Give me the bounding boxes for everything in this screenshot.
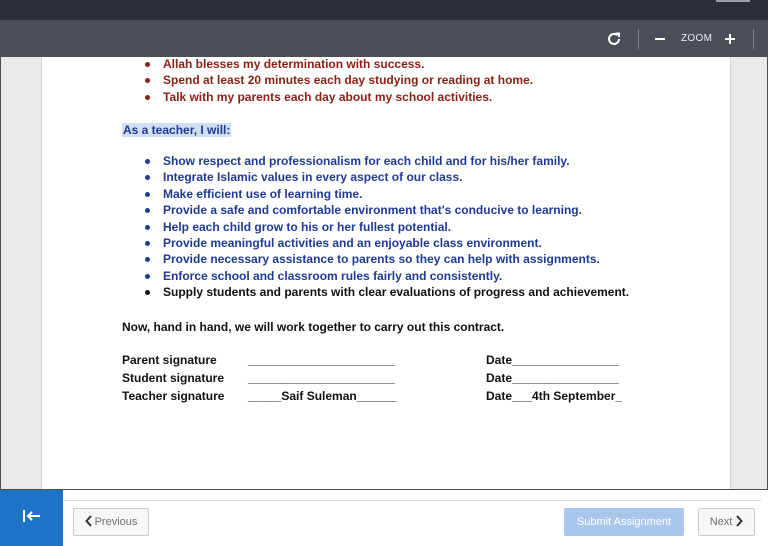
list-item: Enforce school and classroom rules fairly and consistently.	[42, 268, 730, 284]
teacher-heading[interactable]: As a teacher, I will:	[123, 123, 231, 137]
toolbar-divider	[753, 29, 754, 49]
bullet-icon	[145, 241, 150, 246]
signature-row-student: Student signature ______________________ Date________________	[122, 371, 619, 385]
collapse-panel-button[interactable]	[0, 490, 63, 546]
signature-row-teacher: Teacher signature _____Saif Suleman______ Date___4th September_	[122, 389, 623, 403]
chevron-left-icon	[85, 515, 93, 530]
zoom-in-icon[interactable]	[719, 28, 741, 50]
bullet-icon	[145, 274, 150, 279]
bullet-icon	[145, 225, 150, 230]
list-item: Provide necessary assistance to parents so they can help with assignments.	[42, 251, 730, 267]
bullet-icon	[145, 78, 150, 83]
list-item: Integrate Islamic values in every aspect of our class.	[42, 169, 730, 185]
top-bar	[0, 0, 768, 20]
assignment-footer	[0, 490, 768, 546]
top-bar-indicator	[716, 0, 750, 2]
zoom-label: ZOOM	[681, 33, 713, 44]
bullet-icon	[145, 159, 150, 164]
list-item: Make efficient use of learning time.	[42, 186, 730, 202]
bullet-icon	[145, 192, 150, 197]
list-item: Provide a safe and comfortable environment that's conducive to learning.	[42, 202, 730, 218]
zoom-out-icon[interactable]	[649, 28, 671, 50]
document-viewer	[0, 20, 768, 490]
footer-divider	[64, 500, 761, 501]
bullet-icon	[145, 95, 150, 100]
viewer-toolbar	[1, 21, 767, 57]
list-item: Help each child grow to his or her fullest potential.	[42, 219, 730, 235]
next-button[interactable]: Next	[698, 508, 755, 536]
rotate-icon[interactable]	[603, 28, 625, 50]
document-page	[41, 57, 731, 489]
teacher-commitments-list	[42, 153, 730, 301]
chevron-right-icon	[735, 515, 743, 530]
list-item: Spend at least 20 minutes each day studying or reading at home.	[42, 72, 730, 88]
list-item: Allah blesses my determination with success.	[42, 56, 730, 72]
collapse-left-icon	[22, 509, 42, 528]
closing-statement: Now, hand in hand, we will work together to carry out this contract.	[122, 320, 505, 334]
bullet-icon	[145, 208, 150, 213]
bullet-icon	[145, 290, 150, 295]
previous-button[interactable]: Previous	[73, 508, 149, 536]
bullet-icon	[145, 257, 150, 262]
student-commitments-list	[42, 56, 730, 105]
submit-assignment-button[interactable]: Submit Assignment	[564, 508, 684, 536]
list-item: Supply students and parents with clear evaluations of progress and achievement.	[42, 284, 730, 300]
toolbar-divider	[638, 29, 639, 49]
bullet-icon	[145, 62, 150, 67]
list-item: Provide meaningful activities and an enjoyable class environment.	[42, 235, 730, 251]
bullet-icon	[145, 175, 150, 180]
list-item: Talk with my parents each day about my school activities.	[42, 89, 730, 105]
list-item: Show respect and professionalism for each child and for his/her family.	[42, 153, 730, 169]
signature-row-parent: Parent signature ______________________ Date________________	[122, 353, 619, 367]
